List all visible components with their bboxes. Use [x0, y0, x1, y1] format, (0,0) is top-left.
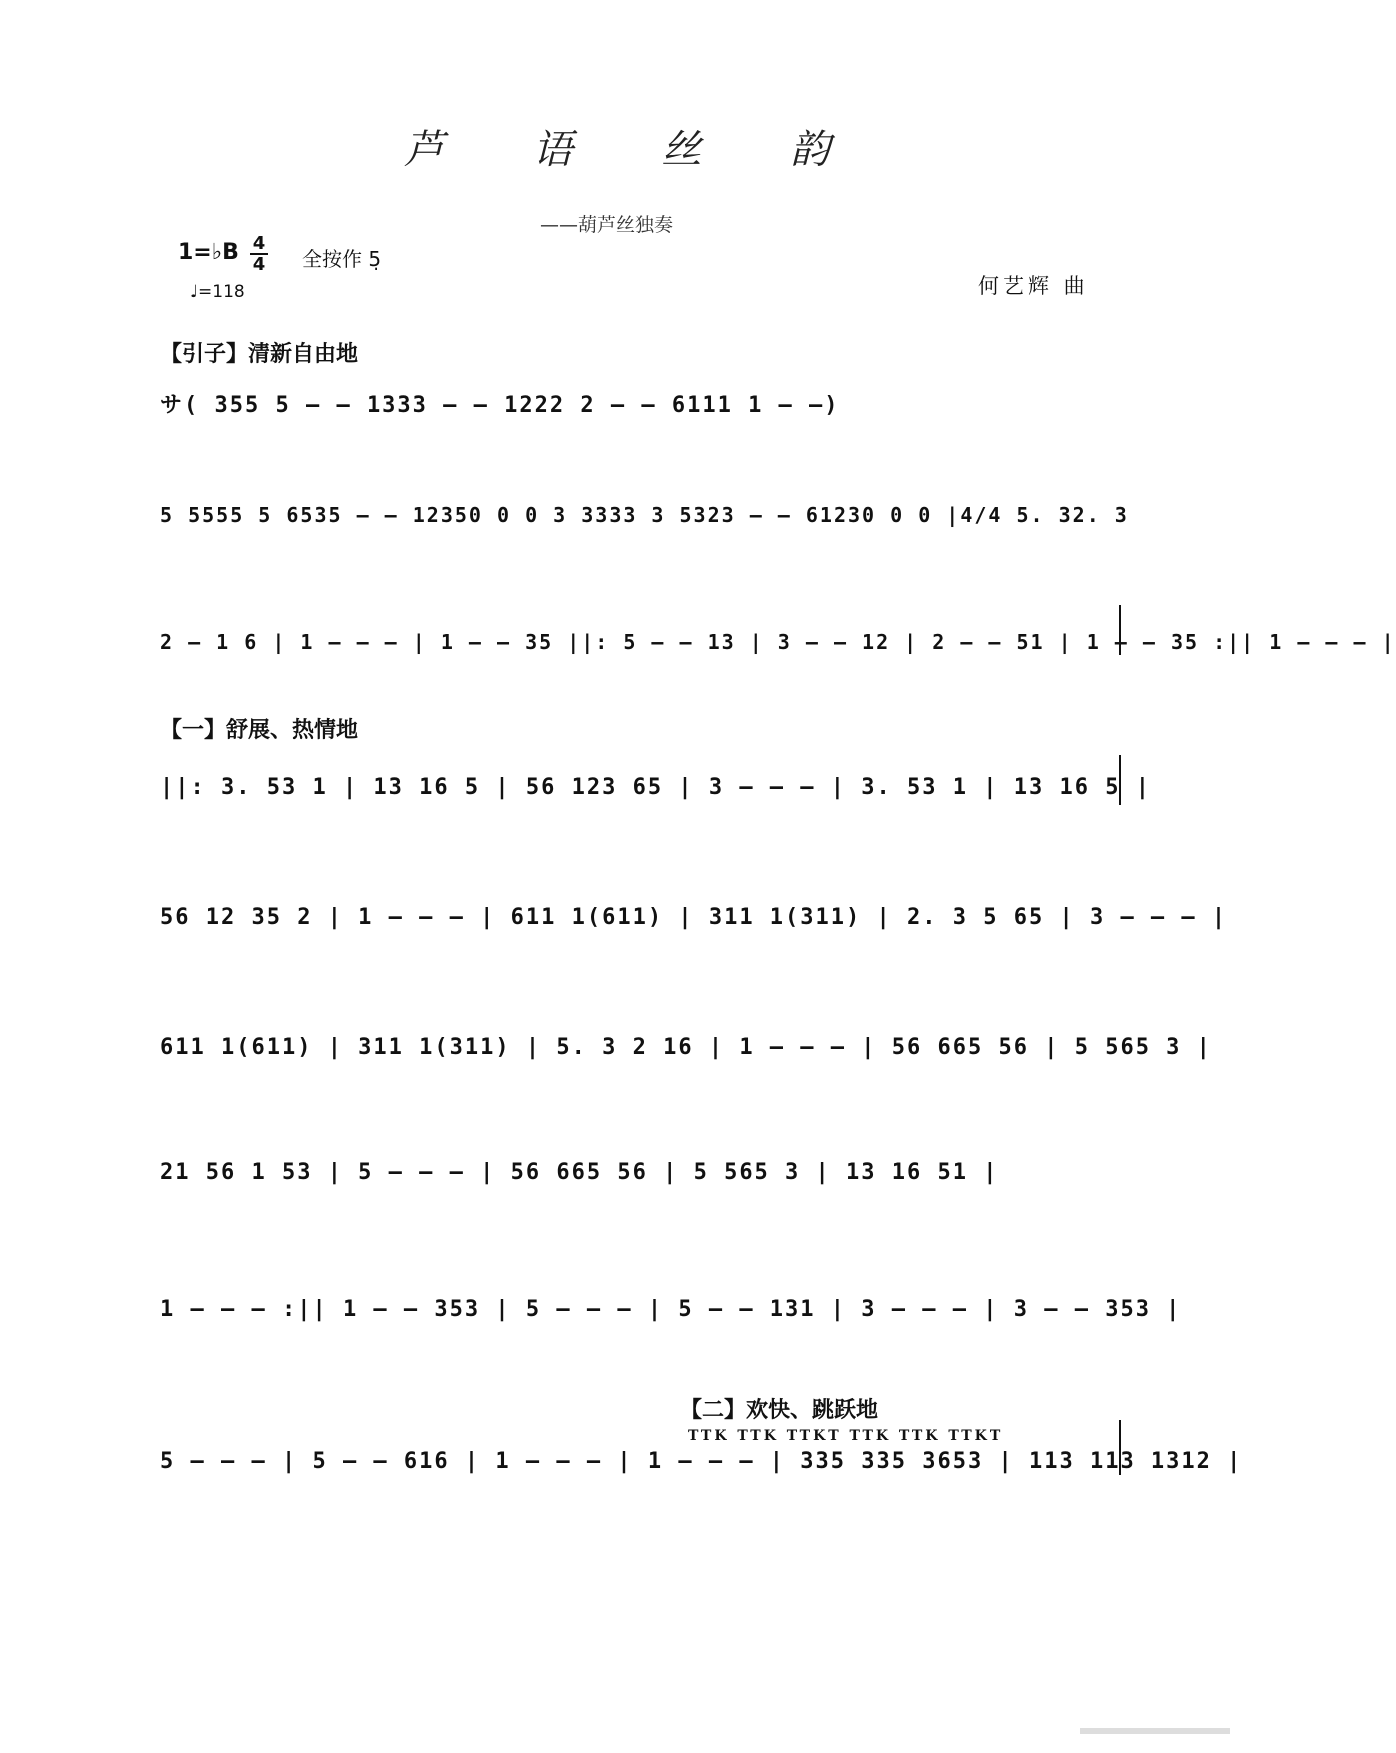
fingering-note: 全按作 5̣ — [302, 247, 382, 271]
page-title: 芦 语 丝 韵 — [403, 127, 869, 173]
bar-lines-decor-2 — [150, 745, 1150, 815]
score-line-6: 611 1(611) | 311 1(311) | 5. 3 2 16 | 1 – – – | 56 665 56 | 5 565 3 | — [160, 1035, 1212, 1060]
section-part1: 【一】舒展、热情地 — [160, 718, 359, 743]
score-line-8: 1 – – – :|| 1 – – 353 | 5 – – – | 5 – – 131 | 3 – – – | 3 – – 353 | — [160, 1297, 1182, 1322]
subtitle: ——葫芦丝独奏 — [540, 214, 674, 236]
time-top: 4 — [252, 233, 266, 254]
key-signature: 1=♭B — [178, 240, 239, 265]
score-line-4: ||: 3. 53 1 | 13 16 5 | 56 123 65 | 3 – – – | 3. 53 1 | 13 16 5 | — [160, 775, 1151, 800]
composer: 何艺辉 曲 — [978, 274, 1089, 298]
articulation-marks: TTK TTK TTKT TTK TTK TTKT — [688, 1428, 1004, 1444]
score-line-7: 21 56 1 53 | 5 – – – | 56 665 56 | 5 565 3 | 13 16 51 | — [160, 1160, 999, 1185]
score-line-5: 56 12 35 2 | 1 – – – | 611 1(611) | 311 1(311) | 2. 3 5 65 | 3 – – – | — [160, 905, 1228, 930]
tempo-mark: ♩=118 — [190, 282, 245, 302]
score-line-9: 5 – – – | 5 – – 616 | 1 – – – | 1 – – – | 335 335 3653 | 113 113 1312 | — [160, 1449, 1243, 1474]
footer-watermark — [1080, 1728, 1230, 1734]
score-line-2: 5 5555 5 6535 – – 12350 0 0 3 3333 3 5323 – – 61230 0 0 |4/4 5. 32. 3 — [160, 503, 1129, 527]
section-part2: 【二】欢快、跳跃地 — [680, 1398, 879, 1423]
section-intro: 【引子】清新自由地 — [160, 342, 359, 367]
time-bottom: 4 — [250, 253, 268, 274]
bar-lines-decor — [150, 600, 1150, 660]
time-signature — [250, 234, 268, 274]
bar-lines-decor-3 — [150, 1400, 1150, 1480]
score-line-1: サ( 355 5 – – 1333 – – 1222 2 – – 6111 1 – –) — [160, 393, 840, 418]
score-line-3: 2 – 1 6 | 1 – – – | 1 – – 35 ||: 5 – – 13 | 3 – – 12 | 2 – – 51 | 1 – – 35 :|| 1 – – – | — [160, 630, 1396, 654]
